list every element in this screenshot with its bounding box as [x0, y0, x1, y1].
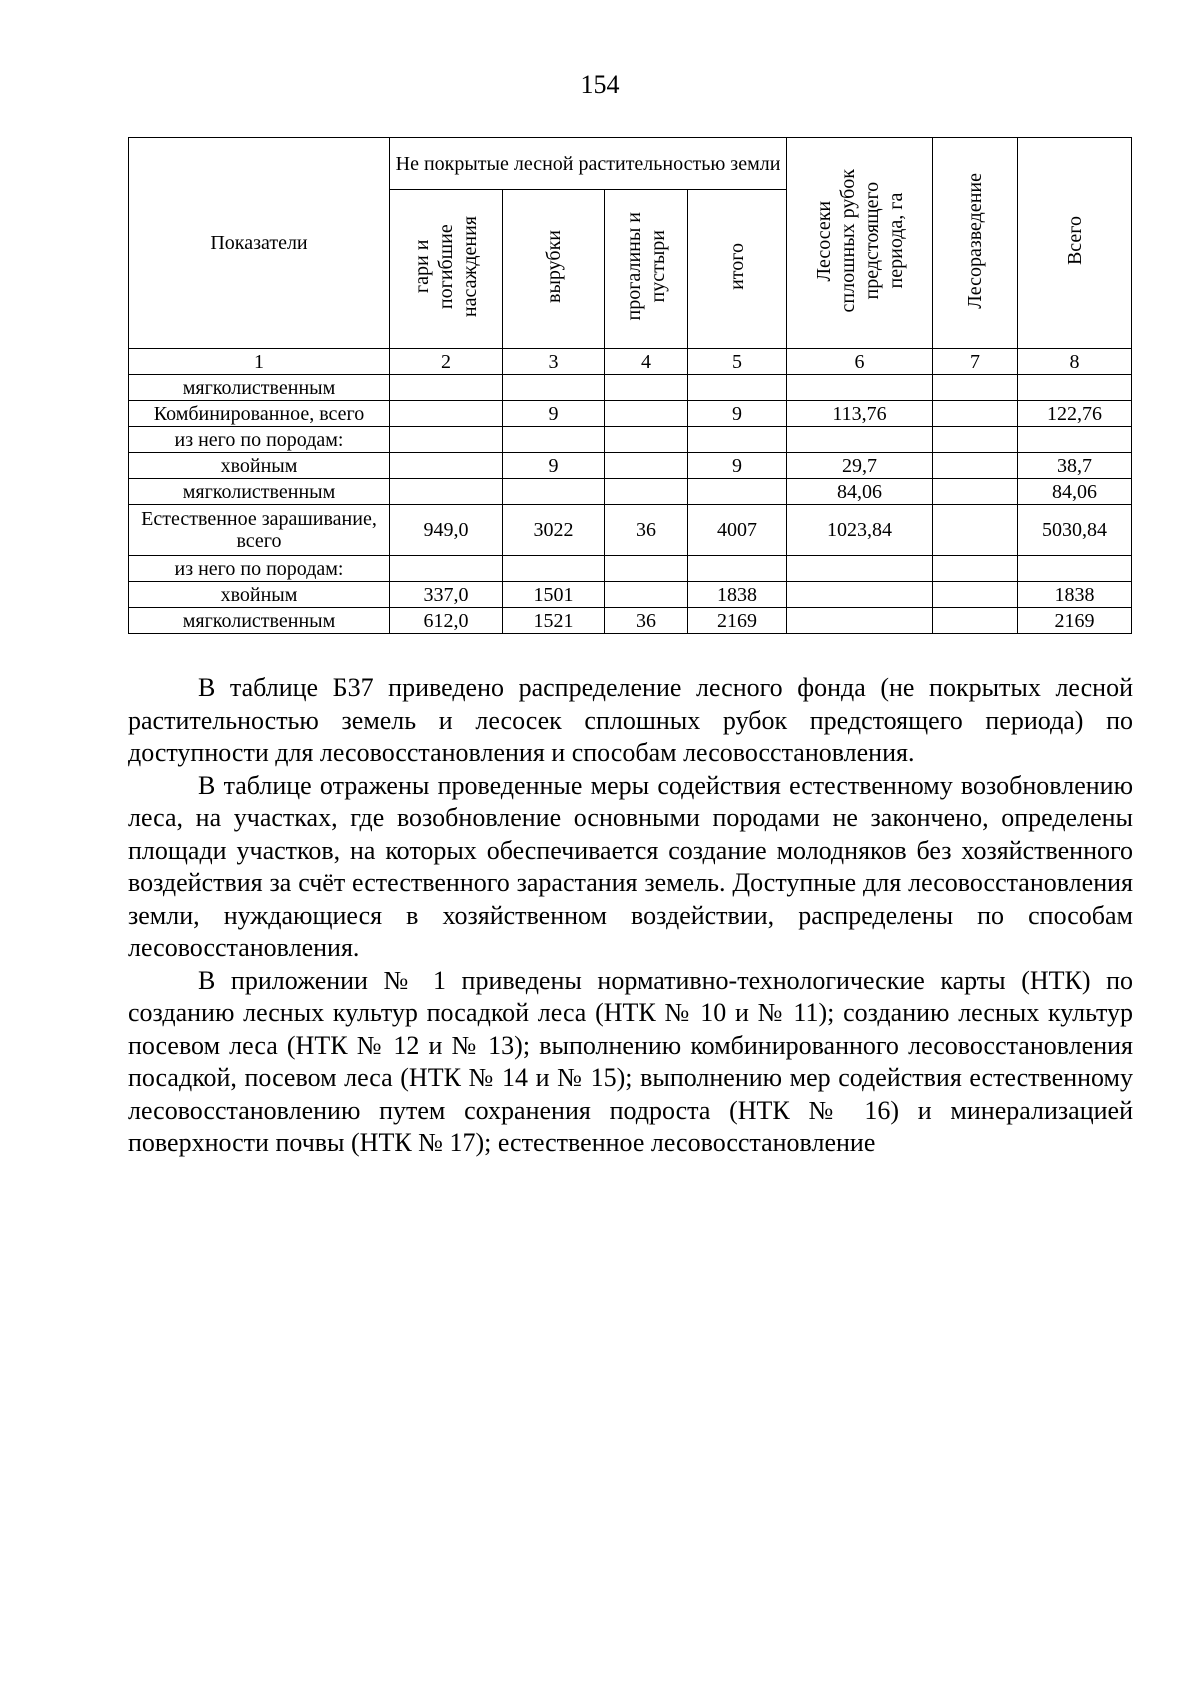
header-total: Всего: [1018, 138, 1132, 349]
table-cell: [605, 427, 688, 453]
table-cell: [390, 401, 503, 427]
table-cell: 122,76: [1018, 401, 1132, 427]
column-number: 2: [390, 349, 503, 375]
table-row: [129, 608, 1132, 634]
table-cell: [1018, 375, 1132, 401]
forest-fund-table: [128, 137, 1132, 634]
table-cell: [605, 401, 688, 427]
table-cell: [933, 427, 1018, 453]
table-cell: 2169: [688, 608, 787, 634]
table-cell: 4007: [688, 505, 787, 556]
table-cell: [503, 427, 605, 453]
table-row: [129, 556, 1132, 582]
table-cell: 36: [605, 608, 688, 634]
table-row: [129, 582, 1132, 608]
body-text: [128, 672, 1133, 1160]
row-label: хвойным: [129, 453, 390, 479]
table-cell: [390, 453, 503, 479]
header-burnt-dead-stands: гари и погибшие насаждения: [390, 190, 503, 349]
table-cell: [933, 582, 1018, 608]
table-cell: [933, 608, 1018, 634]
table-row: [129, 453, 1132, 479]
table-cell: [933, 453, 1018, 479]
table-cell: [605, 453, 688, 479]
table-cell: [390, 427, 503, 453]
table-cell: [605, 582, 688, 608]
table-cell: [605, 479, 688, 505]
row-label: мягколиственным: [129, 479, 390, 505]
row-label: из него по породам:: [129, 556, 390, 582]
table-row: [129, 427, 1132, 453]
page-number: 154: [580, 70, 620, 99]
table-cell: 29,7: [787, 453, 933, 479]
table-cell: [787, 608, 933, 634]
header-indicators: Показатели: [129, 138, 390, 349]
paragraph: В таблице отражены проведенные меры содействия естественному возобновлению леса, на участках, где возобновление основными породами не закончено, определены площади участков, на которых обеспечивается создание молодняков без хозяйственного воздействия за счёт естественного зарастания земель. Доступные для лесовосстановления земли, нуждающиеся в хозяйственном воздействии, распределены по способам лесовосстановления.: [128, 770, 1133, 962]
table-cell: [787, 582, 933, 608]
table-cell: 1521: [503, 608, 605, 634]
table-cell: [390, 375, 503, 401]
table-cell: 38,7: [1018, 453, 1132, 479]
table-cell: [503, 556, 605, 582]
table-cell: [933, 375, 1018, 401]
column-number: 8: [1018, 349, 1132, 375]
table-cell: 9: [503, 453, 605, 479]
row-label: Естественное зарашивание, всего: [129, 505, 390, 556]
row-label: из него по породам:: [129, 427, 390, 453]
header-clearcuts: Лесосеки сплошных рубок предстоящего периода, га: [787, 138, 933, 349]
table-cell: [503, 479, 605, 505]
table-row: [129, 505, 1132, 556]
table-cell: [787, 556, 933, 582]
table-cell: [688, 556, 787, 582]
table-cell: [933, 556, 1018, 582]
header-subtotal: итого: [688, 190, 787, 349]
table-cell: [688, 375, 787, 401]
header-unforested-lands: Не покрытые лесной растительностью земли: [390, 138, 787, 190]
table-cell: [933, 505, 1018, 556]
table-cell: [787, 427, 933, 453]
table-cell: 9: [688, 401, 787, 427]
row-label: хвойным: [129, 582, 390, 608]
table-cell: 3022: [503, 505, 605, 556]
table-cell: [688, 427, 787, 453]
table-cell: [390, 556, 503, 582]
table-cell: 9: [688, 453, 787, 479]
table-cell: [503, 375, 605, 401]
table-cell: 1838: [688, 582, 787, 608]
table-cell: [605, 556, 688, 582]
table-cell: 36: [605, 505, 688, 556]
paragraph: В таблице Б37 приведено распределение лесного фонда (не покрытых лесной растительностью земель и лесосек сплошных рубок предстоящего периода) по доступности для лесовосстановления и способам лесовосстановления.: [128, 673, 1133, 767]
table-cell: [390, 479, 503, 505]
table-cell: [1018, 556, 1132, 582]
table-cell: 949,0: [390, 505, 503, 556]
table-cell: [787, 375, 933, 401]
table-cell: 5030,84: [1018, 505, 1132, 556]
table-cell: 1838: [1018, 582, 1132, 608]
table-cell: 84,06: [1018, 479, 1132, 505]
table-cell: 612,0: [390, 608, 503, 634]
row-label: Комбинированное, всего: [129, 401, 390, 427]
column-number: 5: [688, 349, 787, 375]
table-cell: 337,0: [390, 582, 503, 608]
table-cell: 2169: [1018, 608, 1132, 634]
column-number: 4: [605, 349, 688, 375]
table-row: [129, 375, 1132, 401]
paragraph: В приложении № 1 приведены нормативно-технологические карты (НТК) по созданию лесных культур посадкой леса (НТК № 10 и № 11); созданию лесных культур посевом леса (НТК № 12 и № 13); выполнению комбинированного лесовосстановления посадкой, посевом леса (НТК № 14 и № 15); выполнению мер содействия естественному лесовосстановлению путем сохранения подроста (НТК № 16) и минерализацией поверхности почвы (НТК № 17); естественное лесовосстановление: [128, 965, 1133, 1157]
header-glades-wastelands: прогалины и пустыри: [605, 190, 688, 349]
row-label: мягколиственным: [129, 608, 390, 634]
table-cell: [933, 401, 1018, 427]
column-number-row: [129, 349, 1132, 375]
column-number: 1: [129, 349, 390, 375]
table-cell: 84,06: [787, 479, 933, 505]
table-cell: 1023,84: [787, 505, 933, 556]
table-cell: 9: [503, 401, 605, 427]
table-cell: [605, 375, 688, 401]
table-cell: [933, 479, 1018, 505]
row-label: мягколиственным: [129, 375, 390, 401]
table-cell: [1018, 427, 1132, 453]
header-cuttings: вырубки: [503, 190, 605, 349]
table-row: [129, 401, 1132, 427]
table-cell: [688, 479, 787, 505]
column-number: 3: [503, 349, 605, 375]
header-afforestation: Лесоразведение: [933, 138, 1018, 349]
table-cell: 1501: [503, 582, 605, 608]
column-number: 7: [933, 349, 1018, 375]
column-number: 6: [787, 349, 933, 375]
table-cell: 113,76: [787, 401, 933, 427]
table-row: [129, 479, 1132, 505]
